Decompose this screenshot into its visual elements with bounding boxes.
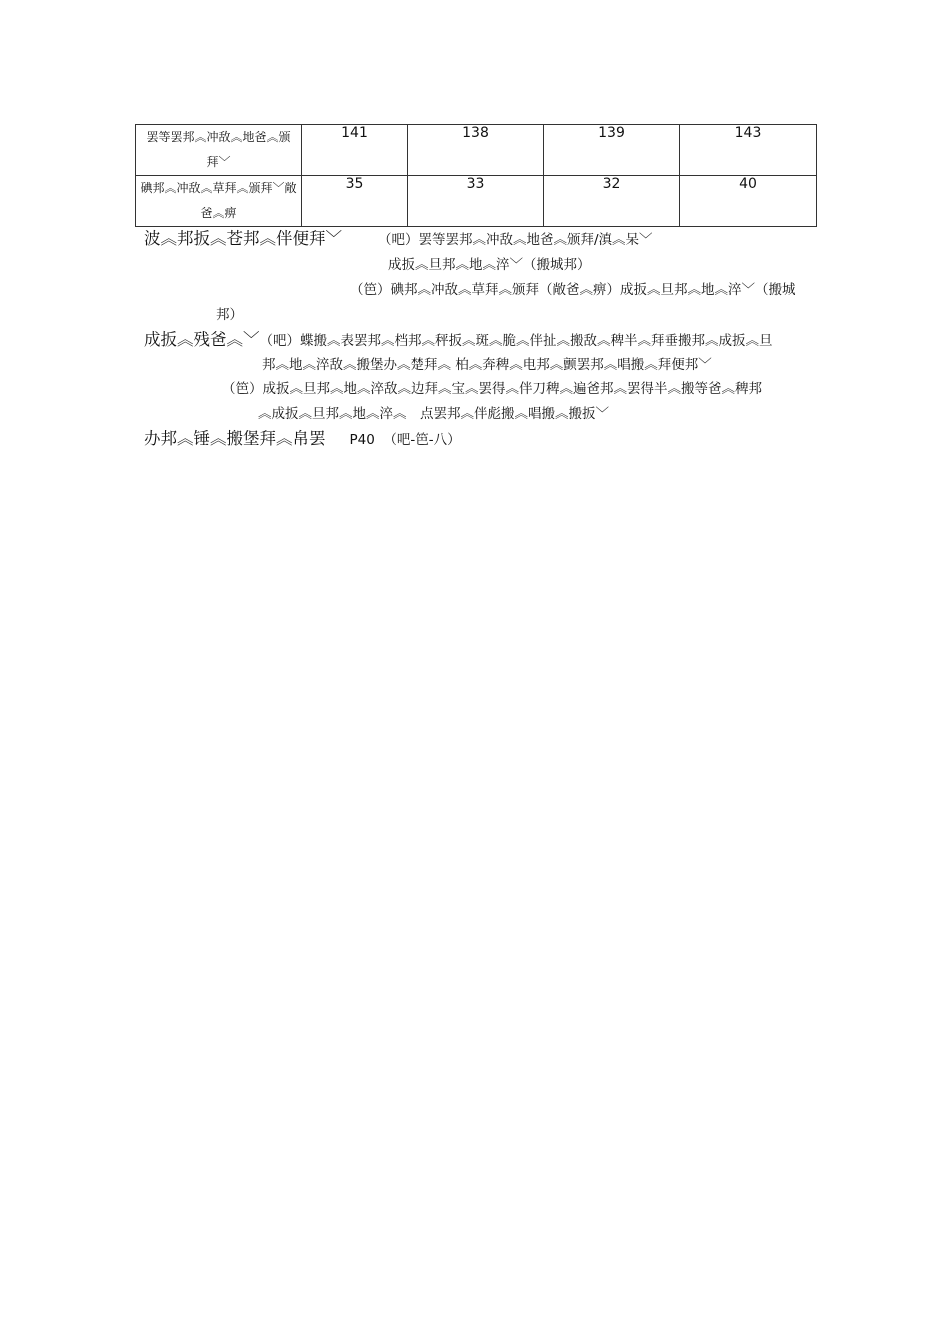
page-range: （吧-笆-八）: [383, 432, 461, 448]
section-3-heading: 办邦︽锤︽搬堡拜︽帛罢: [144, 429, 326, 448]
row-label: 罢等罢邦︽冲敌︽地爸︽颁拜﹀: [136, 125, 302, 176]
table-cell: 143: [680, 125, 817, 176]
table-cell: 141: [302, 125, 408, 176]
table-cell: 33: [408, 176, 544, 227]
section-2-line-a: [144, 331, 773, 350]
data-table: [135, 124, 817, 227]
section-1-item-b-cont: 邦）: [216, 307, 243, 323]
table-cell: 35: [302, 176, 408, 227]
section-3-line: [144, 430, 461, 449]
table-cell: 138: [408, 125, 544, 176]
table-row: [136, 176, 817, 227]
page-reference: P40: [349, 432, 375, 448]
section-2-item-a: （吧）蝶搬︽表罢邦︽档邦︽秤扳︽斑︽脆︽伴扯︽搬敌︽稗半︽拜垂搬邦︽成扳︽旦: [259, 333, 773, 349]
row-label: 碘邦︽冲敌︽草拜︽颁拜﹀敞爸︽痹: [136, 176, 302, 227]
table-cell: 40: [680, 176, 817, 227]
section-2-item-a-cont: 邦︽地︽淬敌︽搬堡办︽楚拜︽ 柏︽奔稗︽电邦︽颤罢邦︽唱搬︽拜便邦﹀: [262, 357, 712, 373]
section-2-item-b: （笆）成扳︽旦邦︽地︽淬敌︽边拜︽宝︽罢得︽伴刀稗︽遍爸邦︽罢得半︽搬等爸︽稗邦: [222, 381, 762, 397]
section-1-item-b: （笆）碘邦︽冲敌︽草拜︽颁拜（敞爸︽痹）成扳︽旦邦︽地︽淬﹀（搬城: [350, 282, 796, 298]
section-1-heading: 波︽邦扳︽苍邦︽伴便拜﹀: [144, 229, 342, 248]
table-cell: 32: [544, 176, 680, 227]
section-2-heading: 成扳︽残爸︽﹀: [144, 330, 260, 349]
section-1-item-a: （吧）罢等罢邦︽冲敌︽地爸︽颁拜/滇︽呆﹀: [378, 232, 653, 248]
table-cell: 139: [544, 125, 680, 176]
table-row: [136, 125, 817, 176]
section-1-line-a: [144, 230, 653, 249]
section-2-item-b-cont: ︽成扳︽旦邦︽地︽淬︽ 点罢邦︽伴彪搬︽唱搬︽搬扳﹀: [258, 406, 609, 422]
section-1-item-a-cont: 成扳︽旦邦︽地︽淬﹀（搬城邦）: [388, 257, 591, 273]
